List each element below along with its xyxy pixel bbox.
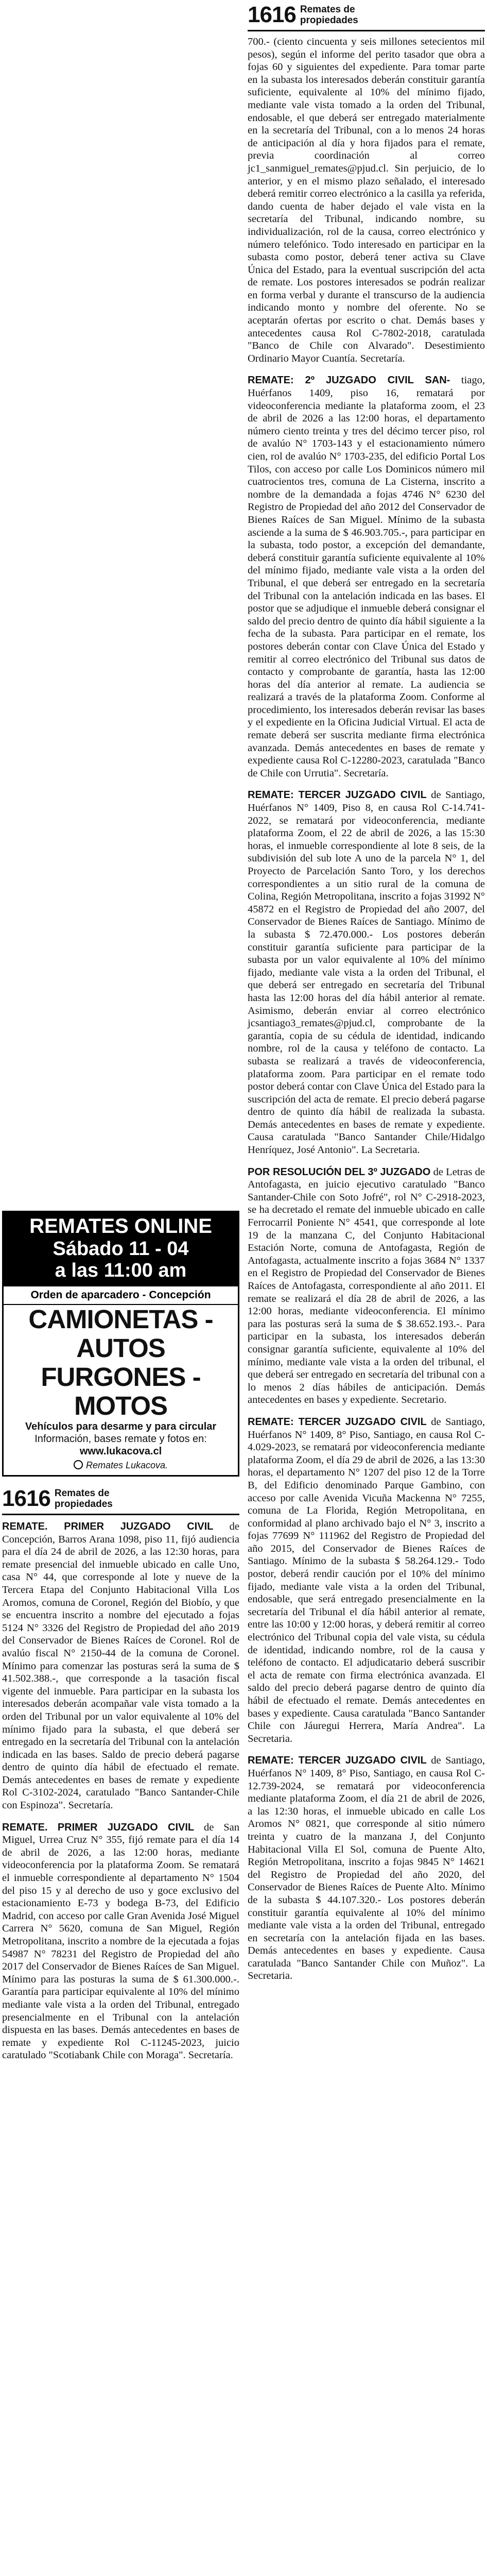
right-notice-4 — [248, 1166, 485, 1406]
ad-band: Orden de aparcadero - Concepción — [4, 1286, 238, 1305]
right-notice-3 — [248, 789, 485, 1156]
left-section-title — [55, 1488, 113, 1510]
page-section-number: 1616 — [248, 2, 296, 27]
right-notice-2-title: REMATE: 2º JUZGADO CIVIL SAN- — [248, 375, 450, 386]
right-notice-6-title: REMATE: TERCER JUZGADO CIVIL — [248, 1755, 427, 1767]
page-section-title-line1: Remates de — [300, 4, 355, 15]
right-notice-4-body: de Letras de Antofagasta, en juicio ejecutivo caratulado "Banco Santander-Chile con Soto Jofré", rol N° C-2918-2023, se ha decretado el remate del inmueble ubicado en calle Ferrocarril Poniente N° 4541, que corresponde al lote 19 de la manzana C, del Conjunto Habitacional Estación Norte, comuna de Antofagasta, Región de Antofagasta, actualmente inscrito a fojas 3684 N° 1337 en el Registro de Propiedad del Conservador de Bienes Raíces de Antofagasta, correspondiente al año 2011. El remate se realizará el día 28 de abril de 2026, a las 12:00 horas, mediante videoconferencia. El mínimo para las posturas será la suma de $ 38.652.193.-. Para participar en la subasta, los interesados deberán consignar garantía suficiente, equivalente al 10% del mínimo, mediante vale vista a la orden del tribunal, el que deberá ser entregado en secretaría del tribunal con a lo menos 2 días hábiles de anticipación. Demás antecedentes en bases y expediente. Secretario. — [248, 1166, 485, 1406]
left-notice-1-title: REMATE. PRIMER JUZGADO CIVIL — [2, 1521, 214, 1532]
left-section-header — [2, 1484, 239, 1515]
right-notice-3-title: REMATE: TERCER JUZGADO CIVIL — [248, 789, 427, 801]
ad-line3: a las 11:00 am — [55, 1260, 187, 1281]
left-notice-1 — [2, 1520, 239, 1812]
left-section-title-line1: Remates de — [54, 1488, 110, 1499]
right-notice-1-body: 700.- (ciento cincuenta y seis millones setecientos mil pesos), según el informe del perito tasador que obra a fojas 60 y siguientes del expediente. Para tomar parte en la subasta los interesados deberán constituir garantía suficiente, equivalente al 10% del mínimo fijado, mediante vale vista tomado a la orden del Tribunal, endosable, el que deberá ser entregado materialmente en la secretaría del Tribunal, con a lo menos 24 horas de anticipación al día y hora fijados para el remate, previa coordinación al correo jc1_sanmiguel_remates@pjud.cl. Sin perjuicio, de lo anterior, y en el mismo plazo señalado, el interesado deberá remitir correo electrónico a la casilla ya referida, dando cuenta de haber dejado el vale vista en la secretaría del Tribunal, indicando nombre, su individualización, rol de la causa, correo electrónico y número telefónico. Todo interesado en participar en la subasta como postor, deberá tener activa su Clave Única del Estado, para la eventual suscripción del acta de remate. Los postores interesados se podrán realizar en forma verbal y durante el transcurso de la audiencia indicando monto y nombre del oferente. No se aceptarán ofertas por escrito o chat. Demás bases y antecedentes causa Rol C-7802-2018, caratulada "Banco de Chile con Alvarado". Desestimiento Ordinario Mayor Cuantía. Secretaría. — [248, 36, 485, 364]
ad-line2: Sábado 11 - 04 — [53, 1238, 189, 1260]
ad-brand — [4, 1458, 238, 1475]
left-notice-1-body: de Concepción, Barros Arana 1098, piso 11, fijó audiencia para el día 24 de abril de 2026, a las 12:30 horas, para remate presencial del inmueble ubicado en calle Uno, casa N° 44, que corresponde al lote y nueve de la Tercera Etapa del Conjunto Habitacional Villa Los Aromos, comuna de Coronel, Región del Biobío, y que se encuentra inscrito a nombre del ejecutado a fojas 5124 N° 3326 del Registro de Propiedad del año 2019 del Conservador de Bienes Raíces de Coronel. Rol de avalúo fiscal N° 2150-44 de la comuna de Coronel. Mínimo para comenzar las posturas será la suma de $ 41.502.388.-, que corresponde a la tasación fiscal vigente del inmueble. Para participar en la subasta los interesados deberán acompañar vale vista tomado a la orden del Tribunal por un valor equivalente al 10% del mínimo fijado para la subasta, el que deberá ser entregado en la secretaría del Tribunal con la antelación indicada en las bases. Saldo de precio deberá pagarse dentro de quinto día hábil de efectuado el remate. Demás antecedentes en bases de remate y expediente Rol C-3102-2024, caratulado "Banco Santander-Chile con Espinoza". Secretaría. — [2, 1521, 240, 1811]
advertisement-remates-online — [2, 1211, 239, 1477]
page-header — [248, 0, 485, 31]
brand-logo-icon — [74, 1460, 83, 1469]
page-section-title-line2: propiedades — [300, 15, 358, 26]
right-notice-2 — [248, 374, 485, 779]
right-notice-5-body: de Santiago, Huérfanos N° 1409, 8° Piso, Santiago, en causa Rol C-4.029-2023, se rematará por videoconferencia mediante plataforma Zoom, el día 29 de abril de 2026, a las 13:30 horas, el departamento N° 1207 del piso 12 de la Torre B, del Edificio denominado Parque Gambino, con acceso por calle Avenida Vicuña Mackenna N° 7255, comuna de La Florida, Región Metropolitana, en conformidad al plano archivado bajo el N° 3, inscrito a fojas 77699 N° 111962 del Registro de Propiedad del año 2015, del Conservador de Bienes Raíces de Santiago. Mínimo de la subasta $ 58.264.129.- Todo postor, deberá rendir caución por el 10% del mínimo fijado, mediante vale vista a la orden del Tribunal, endosable, que será entregado presencialmente en la secretaría del Tribunal el día hábil anterior al remate, entre las 10:00 y 12:00 horas, y deberá remitir al correo electrónico del Tribunal copia del vale vista, su cédula de identidad, indicando nombre, rol de la causa y teléfono de contacto. El adjudicatario deberá suscribir el acta de remate con firma electrónica avanzada. El saldo del precio deberá pagarse dentro de quinto día hábil de efectuado el remate. Demás antecedentes en bases y expediente. Causa caratulada "Banco Santander Chile con Jáuregui Herrera, María Andrea". La Secretaria. — [248, 1416, 485, 1744]
ad-big-line1: CAMIONETAS - AUTOS — [28, 1304, 213, 1363]
right-notice-5 — [248, 1416, 485, 1745]
left-notice-2-title: REMATE. PRIMER JUZGADO CIVIL — [2, 1821, 195, 1833]
left-notice-2-body: de San Miguel, Urrea Cruz N° 355, fijó remate para el día 14 de abril de 2026, a las 12:00 horas, mediante videoconferencia por la plataforma Zoom. Se rematará el inmueble correspondiente al departamento N° 1504 del piso 15 y al derecho de uso y goce exclusivo del estacionamiento E-73 y bodega B-73, del Edificio Madrid, con acceso por calle Gran Avenida José Miguel Carrera N° 5620, comuna de San Miguel, Región Metropolitana, inscrito a nombre de la ejecutada a fojas 54987 N° 78231 del Registro de Propiedad del año 2017 del Conservador de Bienes Raíces de San Miguel. Mínimo para las posturas la suma de $ 61.300.000.-. Garantía para participar equivalente al 10% del mínimo mediante vale vista a la orden del Tribunal, entregado presencialmente en el Tribunal con la antelación dispuesta en las bases. Demás antecedentes en bases de remate y expediente Rol C-11245-2023, juicio caratulado "Scotiabank Chile con Moraga". Secretaría. — [2, 1821, 239, 2061]
left-notices-top — [2, 0, 239, 1204]
right-column — [248, 0, 485, 1992]
page-section-title — [300, 4, 358, 26]
right-notice-5-title: REMATE: TERCER JUZGADO CIVIL — [248, 1416, 427, 1428]
right-notice-6-body: de Santiago, Huérfanos N° 1409, 8° Piso, Santiago, en causa Rol C-12.739-2024, se rematará por videoconferencia mediante plataforma Zoom, el día 21 de abril de 2026, a las 12:30 horas, el inmueble ubicado en calle Los Aromos N° 0821, que corresponde al sitio número treinta y cuatro de la manzana J, del Conjunto Habitacional Villa El Sol, comuna de Puente Alto, Región Metropolitana, inscrito a fojas 9845 N° 14621 del Registro de Propiedad del año 2020, del Conservador de Bienes Raíces de Puente Alto. Mínimo de la subasta $ 44.107.320.- Los postores deberán constituir garantía equivalente al 10% del mínimo mediante vale vista a la orden del Tribunal, entregado en secretaría con la antelación fijada en las bases. Demás antecedentes en bases y expediente. Causa caratulada "Banco Santander Chile con Muñoz". La Secretaria. — [248, 1755, 485, 1982]
left-notice-2 — [2, 1821, 239, 2062]
left-section-title-line2: propiedades — [54, 1499, 113, 1510]
left-section-number: 1616 — [2, 1486, 50, 1511]
ad-brand-text: Remates Lukacova. — [85, 1460, 168, 1470]
right-notice-1 — [248, 36, 485, 365]
ad-small-line: Vehículos para desarme y para circular — [25, 1421, 217, 1432]
ad-header — [4, 1212, 238, 1286]
ad-info-line: Información, bases remate y fotos en: — [34, 1433, 207, 1445]
right-notice-2-body: tiago, Huérfanos 1409, piso 16, rematará por videoconferencia mediante la plataforma zoom, el 23 de abril de 2026 a las 12:00 horas, el departamento número ciento treinta y tres del décimo tercer piso, rol de avalúo N° 1703-143 y el estacionamiento número cien, rol de avalúo N° 1703-235, del edificio Portal Los Tilos, con acceso por calle Los Dominicos número mil cuatrocientos tres, comuna de La Cisterna, inscrito a nombre de la demandada a fojas 4746 N° 6230 del Registro de Propiedad del año 2012 del Conservador de Bienes Raíces de San Miguel. Mínimo de la subasta asciende a la suma de $ 46.903.705.-, para participar en la subasta, todo postor, a excepción del demandante, deberá constituir garantía suficiente equivalente al 10% del mínimo fijado, mediante vale vista a la orden del Tribunal, el que deberá ser entregado en la secretaría del Tribunal con la antelación indicada en las bases. El postor que se adjudique el inmueble deberá consignar el saldo del precio dentro de quinto día hábil siguiente a la fecha de la subasta. Para participar en el remate, los postores deberán contar con Clave Única del Estado y remitir al correo electrónico del Tribunal sus datos de contacto y comprobante de garantía, hasta las 12:00 horas del día anterior al remate. La audiencia se realizará a través de la plataforma Zoom. Conforme al procedimiento, los interesados deberán revisar las bases y el expediente en la Oficina Judicial Virtual. El acta de remate deberá ser suscrita mediante firma electrónica avanzada. Demás antecedentes en bases de remate y expediente causa Rol C-12280-2023, caratulada "Banco de Chile con Urrutia". Secretaría. — [248, 375, 485, 779]
ad-website-link[interactable]: www.lukacova.cl — [79, 1446, 162, 1457]
left-column — [2, 0, 239, 2071]
right-notice-3-body: de Santiago, Huérfanos N° 1409, Piso 8, en causa Rol C-14.741-2022, se rematará por videoconferencia, mediante plataforma Zoom, el 22 de abril de 2026, a las 15:30 horas, el inmueble correspondiente al lote 8 seis, de la subdivisión del sub lote A uno de la parcela N° 1, del Proyecto de Parcelación Santo Toro, y los derechos correspondientes a un sitio rural de la comuna de Colina, Región Metropolitana, inscrito a fojas 31992 N° 45872 en el Registro de Propiedad del año 2007, del Conservador de Bienes Raíces de Santiago. Mínimo de la subasta $ 72.470.000.- Los postores deberán constituir garantía suficiente para participar de la subasta por un valor equivalente al 10% del mínimo fijado, mediante vale vista a la orden del Tribunal, el que deberá ser entregado en secretaría del Tribunal hasta las 12:00 horas del día hábil anterior al remate. Asimismo, deberán enviar al correo electrónico jcsantiago3_remates@pjud.cl, comprobante de la garantía, copia de su cédula de identidad, indicando nombre, rol de la causa y teléfono de contacto. La subasta se realizará a través de videoconferencia, plataforma zoom. Para participar en el remate todo postor deberá contar con Clave Única del Estado para la suscripción del acta de remate. El precio deberá pagarse dentro de quinto día hábil de realizada la subasta. Demás antecedentes en bases de remate y expediente. Causa caratulada "Banco Santander Chile/Hidalgo Henríquez, José Antonio". La Secretaria. — [248, 789, 485, 1156]
right-notice-4-title: POR RESOLUCIÓN DEL 3º JUZGADO — [248, 1166, 431, 1178]
ad-line1: REMATES ONLINE — [29, 1215, 212, 1238]
right-notice-6 — [248, 1754, 485, 1982]
ad-big-line2: FURGONES - MOTOS — [41, 1362, 201, 1420]
